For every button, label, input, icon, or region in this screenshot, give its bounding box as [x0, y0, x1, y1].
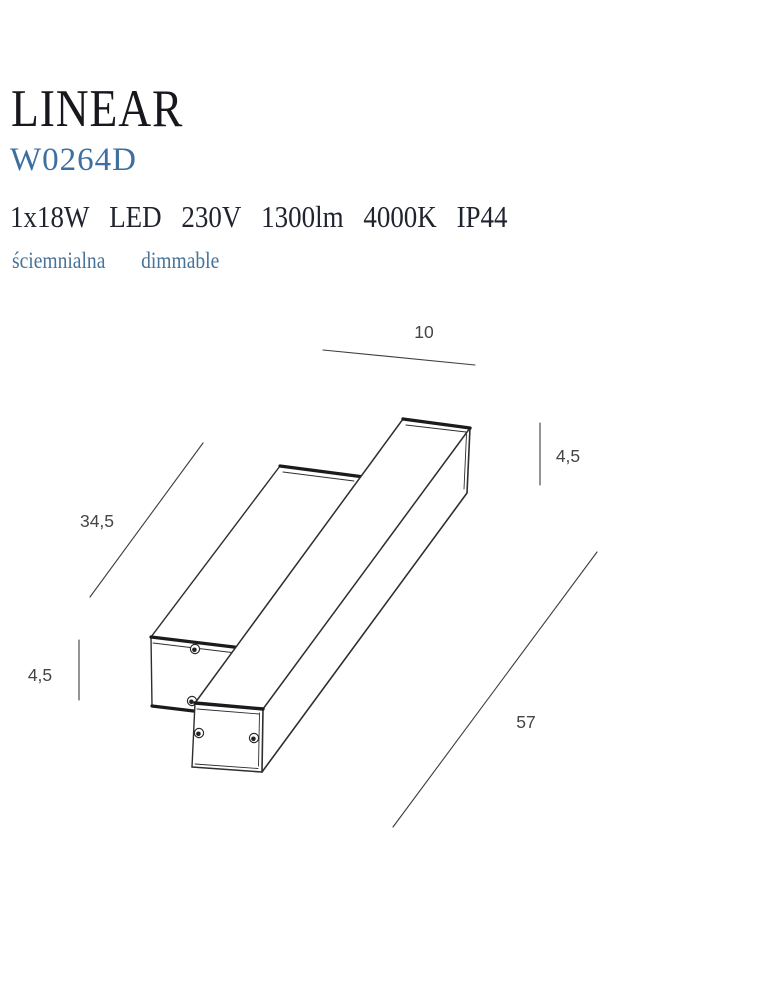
dimension-label-right-height: 4,5 — [555, 446, 581, 466]
dimmable-label-pl: ściemnialna — [12, 248, 106, 273]
dimension-label-top-width: 10 — [414, 322, 434, 342]
spec-item-voltage: 230V — [181, 199, 242, 234]
dimension-label-bottom-length: 57 — [516, 712, 536, 732]
spec-item-source: LED — [109, 199, 162, 234]
spec-item-ip-rating: IP44 — [456, 199, 508, 234]
dimmable-label-en: dimmable — [141, 248, 220, 273]
bar-screw-left — [194, 728, 203, 737]
bar-screw-right — [249, 733, 258, 742]
dimension-line-top-width — [323, 350, 475, 365]
dimension-line-bottom-length — [393, 552, 597, 827]
dimension-label-left-height: 4,5 — [27, 665, 53, 685]
bracket-screw-top — [190, 644, 199, 653]
model-code: W0264D — [10, 142, 137, 178]
product-name: LINEAR — [11, 80, 184, 138]
spec-item-lumen: 1300lm — [261, 199, 344, 234]
spec-item-wattage: 1x18W — [10, 199, 90, 234]
dimension-label-left-depth: 34,5 — [79, 511, 115, 531]
spec-item-color-temp: 4000K — [363, 199, 437, 234]
